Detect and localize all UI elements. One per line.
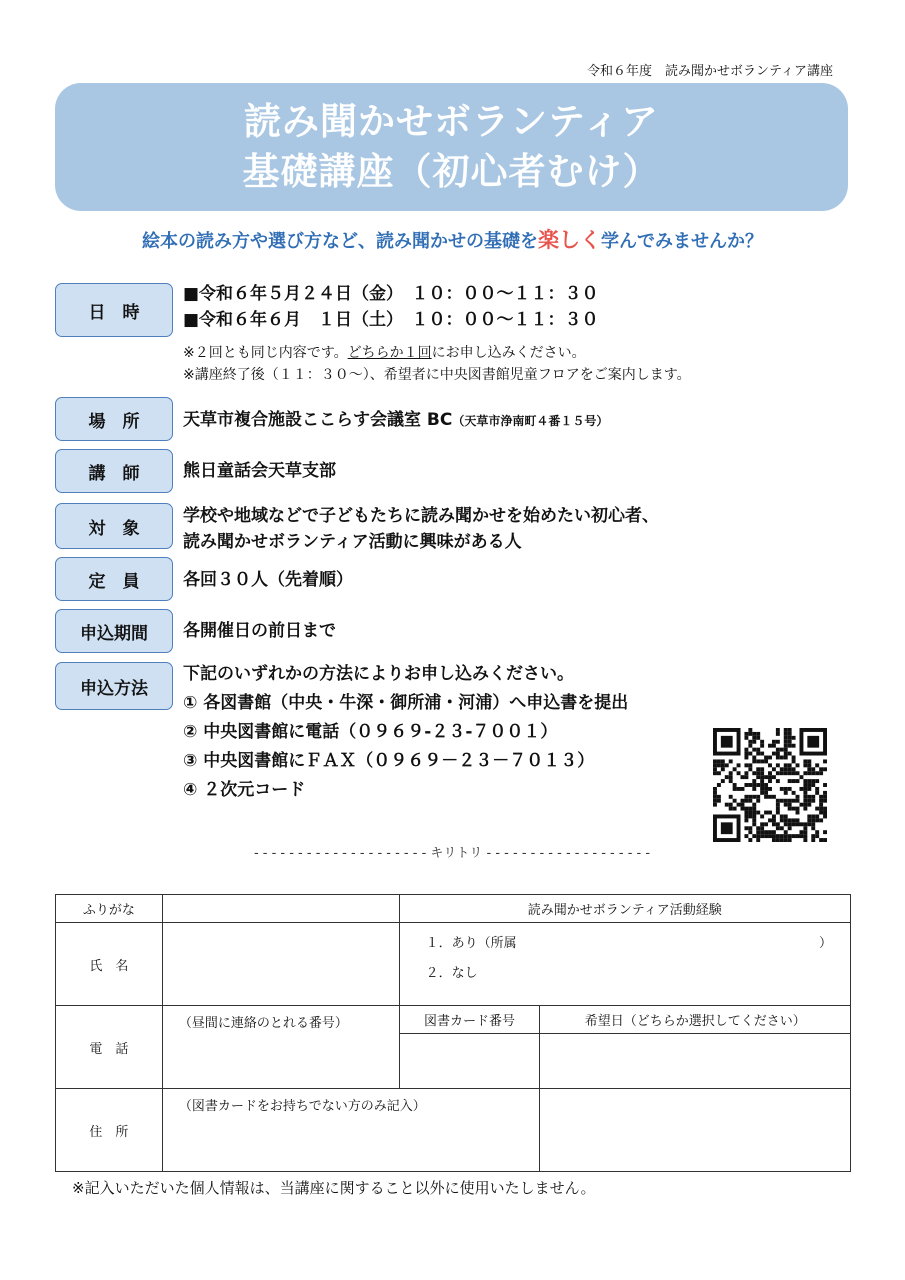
period-text: 各開催日の前日まで	[183, 621, 336, 641]
experience-option-1-close: ）	[818, 936, 832, 951]
note-1-underline: どちらか１回	[347, 345, 432, 361]
datetime-content	[183, 281, 599, 333]
address-hint: （図書カードをお持ちでない方のみ記入）	[178, 1099, 426, 1114]
method-item-3: ③ 中央図書館にＦＡＸ（０９６９－２３－７０１３）	[183, 751, 595, 771]
preferred-date-field[interactable]	[540, 1034, 851, 1089]
place-sub: （天草市浄南町４番１５号）	[452, 414, 609, 428]
target-line-2: 読み聞かせボランティア活動に興味がある人	[183, 532, 522, 552]
address-extra-cell	[540, 1089, 851, 1172]
name-field[interactable]	[162, 923, 399, 1006]
datetime-line-1: ■令和６年５月２４日（金） １０：００～１１：３０	[183, 284, 599, 304]
place-main: 天草市複合施設ここらす会議室 BC	[183, 410, 453, 430]
privacy-note: ※記入いただいた個人情報は、当講座に関すること以外に使用いたしません。	[72, 1179, 596, 1197]
lecturer-label: 講 師	[55, 449, 173, 493]
period-label: 申込期間	[55, 609, 173, 653]
application-form	[55, 894, 851, 1172]
method-content	[183, 660, 628, 805]
preferred-date-header: 希望日（どちらか選択してください）	[540, 1006, 851, 1034]
method-intro: 下記のいずれかの方法によりお申し込みください。	[183, 664, 574, 684]
experience-option-2[interactable]: ２．なし	[425, 966, 478, 981]
title-line-2: 基礎講座（初心者むけ）	[242, 150, 661, 193]
datetime-line-2: ■令和６年６月 １日（土） １０：００～１１：３０	[183, 310, 599, 330]
method-item-1: ① 各図書館（中央・牛深・御所浦・河浦）へ申込書を提出	[183, 693, 629, 713]
target-content	[183, 503, 659, 555]
tagline	[0, 224, 905, 254]
library-card-header: 図書カード番号	[399, 1006, 540, 1034]
furigana-label: ふりがな	[56, 895, 163, 923]
experience-option-1-text: １．あり（所属	[425, 936, 517, 951]
phone-label: 電 話	[56, 1006, 163, 1089]
phone-field[interactable]	[162, 1006, 399, 1089]
title-banner	[55, 83, 848, 211]
target-label: 対 象	[55, 503, 173, 549]
datetime-note-1	[183, 342, 691, 364]
target-line-1: 学校や地域などで子どもたちに読み聞かせを始めたい初心者、	[183, 506, 659, 526]
experience-options[interactable]	[399, 923, 850, 1006]
address-label: 住 所	[56, 1089, 163, 1172]
library-card-field[interactable]	[399, 1034, 540, 1089]
experience-option-1[interactable]	[426, 929, 850, 959]
method-label: 申込方法	[55, 662, 173, 710]
method-item-2: ② 中央図書館に電話（０９６９-２３-７００１）	[183, 722, 558, 742]
note-1-before: ※２回とも同じ内容です。	[183, 345, 348, 361]
capacity-label: 定 員	[55, 557, 173, 601]
tagline-after: 学んでみませんか？	[601, 231, 763, 252]
method-item-4: ④ ２次元コード	[183, 780, 306, 800]
lecturer-text: 熊日童話会天草支部	[183, 461, 336, 481]
name-label: 氏 名	[56, 923, 163, 1006]
place-label: 場 所	[55, 397, 173, 441]
experience-header: 読み聞かせボランティア活動経験	[399, 895, 850, 923]
tagline-accent: 楽しく	[538, 228, 601, 252]
capacity-text: 各回３０人（先着順）	[183, 570, 353, 590]
datetime-label: 日 時	[55, 283, 173, 337]
note-1-after: にお申し込みください。	[431, 345, 586, 361]
header-note: 令和６年度 読み聞かせボランティア講座	[587, 64, 833, 79]
phone-hint: （昼間に連絡のとれる番号）	[178, 1016, 348, 1031]
furigana-field[interactable]	[162, 895, 399, 923]
title-line-1: 読み聞かせボランティア	[243, 100, 660, 143]
tagline-before: 絵本の読み方や選び方など、読み聞かせの基礎を	[142, 231, 538, 252]
address-field[interactable]	[162, 1089, 540, 1172]
place-content	[183, 407, 608, 434]
qr-code-image[interactable]	[713, 728, 827, 842]
datetime-note-2: ※講座終了後（１１：３０～）、希望者に中央図書館児童フロアをご案内します。	[183, 367, 691, 383]
datetime-notes	[183, 342, 691, 386]
cut-line: - - - - - - - - - - - - - - - - - - - - キリトリ - - - - - - - - - - - - - - - - - - -	[253, 846, 651, 861]
